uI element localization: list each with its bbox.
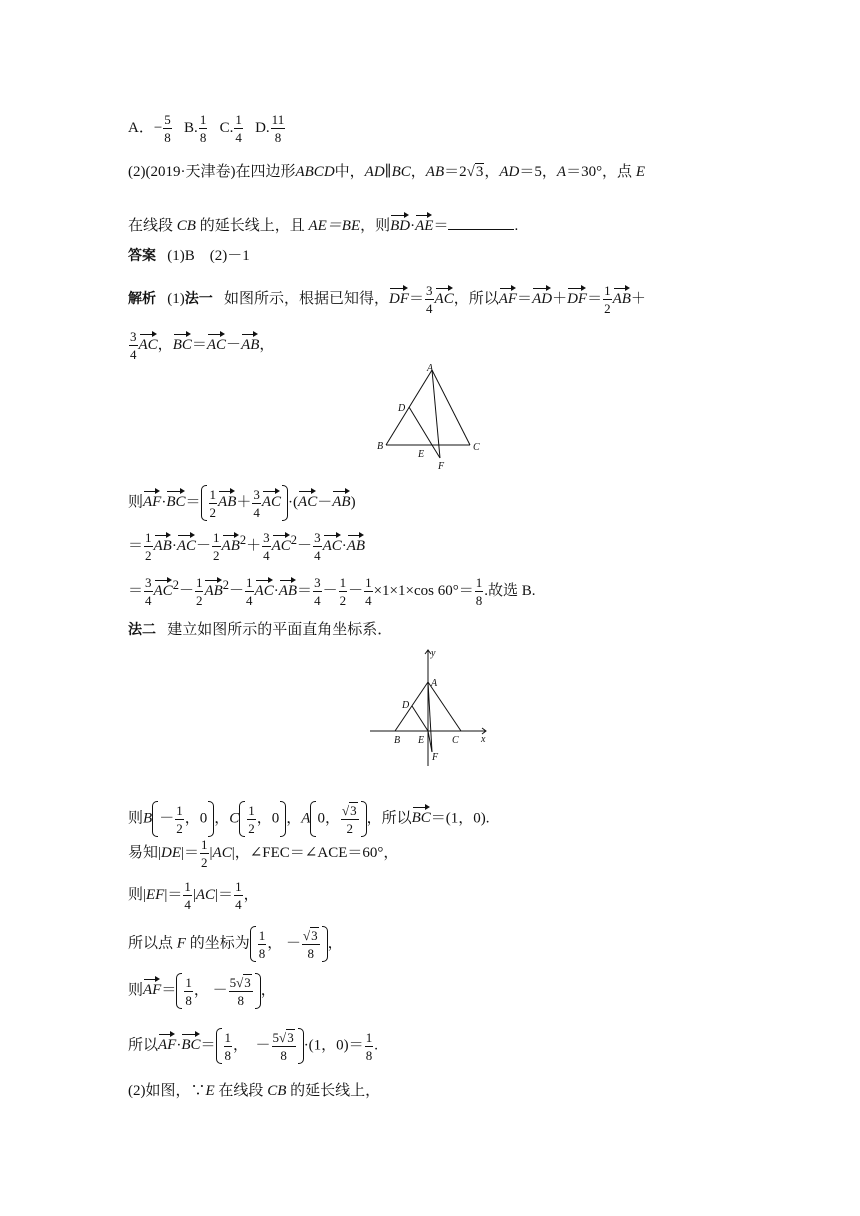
q2-mid: 中， xyxy=(334,164,365,180)
ad-value: ＝5， xyxy=(519,164,557,180)
fig2-label-e: E xyxy=(418,735,425,746)
parallel-cond: AD∥BC xyxy=(364,164,411,180)
fig2-label-b: B xyxy=(394,735,401,746)
ef-prefix: 则| xyxy=(128,886,147,903)
q2-l2-d: ＝ xyxy=(433,218,449,234)
f-rest: 的坐标为 xyxy=(189,935,250,952)
option-a-frac: $\frac{5}{8}$ xyxy=(164,112,171,145)
analysis-text-3: ， xyxy=(259,336,275,353)
q2-line-2: 在线段 CB 的延长线上，且 AE＝BE，则BD·AE＝ . xyxy=(128,212,518,236)
angle-a-value: ＝30°，点 xyxy=(566,164,633,180)
fig1-label-c: C xyxy=(473,442,480,453)
q2-line-1: (2)(2019·天津卷)在四边形ABCD中，AD∥BC，AB＝2√3，AD＝5，A＝30°，点 E xyxy=(128,164,645,180)
fig1-label-e: E xyxy=(418,449,425,460)
point-e-label: E xyxy=(635,164,645,180)
de-line: 易知|DE|＝ $\frac{1}{2}$ |AC|，∠FEC＝∠ACE＝60°， xyxy=(128,837,399,870)
last-line xyxy=(128,1081,380,1101)
vec-bd: BD xyxy=(390,212,410,236)
fig2-label-a: A xyxy=(431,678,438,689)
option-b-label: B. xyxy=(184,119,198,136)
last-mid: 在线段 xyxy=(218,1083,264,1099)
last-e: E xyxy=(205,1083,215,1099)
q2-l2-b: 的延长线上，且 xyxy=(199,218,305,234)
f-prefix: 所以点 xyxy=(128,935,174,952)
method-2-label: 法二 xyxy=(128,622,156,638)
analysis-text-2: ，所以 xyxy=(453,290,499,307)
ab-label: AB xyxy=(425,164,445,180)
f-coord-line: 所以点 F 的坐标为 $\frac{1}{8}$ ， － $\frac{√3}{8}$ ， xyxy=(128,927,343,961)
method-2-text: 建立如图所示的平面直角坐标系． xyxy=(167,622,393,638)
coords-sep-1: ， xyxy=(214,810,230,827)
ab-value: ＝2 xyxy=(444,164,467,180)
calc-ze: 则 xyxy=(128,494,144,511)
fig2-label-d: D xyxy=(402,700,410,711)
calc-line-2: ＝ $\frac{1}{2}$ AB·AC－ $\frac{1}{2}$ $AB^2+$ $\frac{3}{4}$ $AC^2-$ $\frac{3}{4}$ AC·AB xyxy=(128,530,366,564)
fig1-label-d: D xyxy=(398,403,406,414)
q2-l2-a: 在线段 xyxy=(128,218,174,234)
analysis-line-1: 解析 (1)法一 如图所示，根据已知得，DF＝ $\frac{3}{4}$ AC，所以AF＝AD＋DF＝ $\frac{1}{2}$ AB＋ xyxy=(128,283,646,316)
af-prefix: 则 xyxy=(128,982,144,999)
ef-rest: |＝ xyxy=(215,886,234,903)
method-2-line xyxy=(128,620,392,640)
ef-ac: AC xyxy=(195,886,216,903)
cb-label: CB xyxy=(176,218,196,234)
de-ac: AC xyxy=(212,844,232,861)
option-d-frac: $\frac{11}{8}$ xyxy=(271,112,285,145)
coords-suoyi: ，所以 xyxy=(366,810,412,827)
q2-prefix: (2)(2019·天津卷)在四边形 xyxy=(128,164,296,180)
answer-blank xyxy=(448,215,514,230)
f-label: F xyxy=(176,935,186,952)
analysis-text-1: 如图所示，根据已知得， xyxy=(224,290,390,307)
sqrt-three: √3 xyxy=(466,164,484,180)
calc-line-1: 则AF·BC＝ $\frac{1}{2}$ AB＋ $\frac{3}{4}$ AC ·(AC－AB) xyxy=(128,486,356,520)
final-end: . xyxy=(374,1037,378,1054)
final-mid: ·(1，0)＝ xyxy=(303,1037,364,1054)
ad-label: AD xyxy=(499,164,520,180)
final-prefix: 所以 xyxy=(128,1037,159,1054)
fig1-label-a: A xyxy=(427,363,434,374)
final-line: 所以AF·BC＝ $\frac{1}{8}$ ， － $\frac{5√3}{8}$ ·(1，0)＝ $\frac{1}{8}$ . xyxy=(128,1029,378,1063)
q1-options xyxy=(128,113,286,144)
ef-line: 则|EF|＝ $\frac{1}{4}$ |AC|＝ $\frac{1}{4}$ ， xyxy=(128,879,259,912)
method-1-label: 法一 xyxy=(184,290,213,307)
fig1-label-f: F xyxy=(438,461,445,472)
coordinate-figure-2 xyxy=(362,646,498,770)
answer-label: 答案 xyxy=(128,248,156,264)
ef-label: EF xyxy=(146,886,165,903)
answer-line xyxy=(128,246,250,266)
option-d-label: D. xyxy=(255,119,270,136)
de-rest: |，∠FEC＝∠ACE＝60°， xyxy=(231,844,399,861)
quad-label: ABCD xyxy=(295,164,335,180)
q2-l2-end: . xyxy=(514,218,519,234)
triangle-figure-1 xyxy=(370,362,500,474)
calc-result: .故选 B. xyxy=(484,583,536,599)
answer-text: (1)B (2)－1 xyxy=(167,248,250,264)
option-b-frac: $\frac{1}{8}$ xyxy=(199,112,207,145)
analysis-label: 解析 xyxy=(128,290,156,307)
fig2-label-c: C xyxy=(452,735,459,746)
calc-line-3: ＝ $\frac{3}{4}$ $AC^2-$ $\frac{1}{2}$ $AB^2-$ $\frac{1}{4}$ AC·AB＝ $\frac{3}{4}$ － $\frac{1}{2}$ － $\frac{1}{4}$ ×1×1×cos 60°＝ $\frac{1}{8}$ .故选 B. xyxy=(128,575,536,609)
angle-a-label: A xyxy=(556,164,567,180)
ae-be-cond: AE＝BE xyxy=(308,218,361,234)
calc-cos-part: ×1×1×cos 60°＝ xyxy=(373,583,474,599)
fig2-label-y: y xyxy=(431,648,436,659)
coords-bc-value: ＝(1，0). xyxy=(430,810,490,827)
coords-ze: 则 xyxy=(128,810,144,827)
de-label: DE xyxy=(161,844,182,861)
last-rest: 的延长线上， xyxy=(290,1083,381,1099)
coords-line: 则B － $\frac{1}{2}$ ，0 ，C $\frac{1}{2}$ ，0 ，A 0， $\frac{√3}{2}$ ，所以BC＝(1，0). xyxy=(128,802,490,836)
af-line: 则AF＝ $\frac{1}{8}$ ， － $\frac{5√3}{8}$ ， xyxy=(128,974,276,1008)
q2-l2-c: ，则 xyxy=(360,218,391,234)
option-c-label: C. xyxy=(219,119,234,136)
fig2-label-x: x xyxy=(481,734,486,745)
last-prefix: (2)如图，∵ xyxy=(128,1083,206,1099)
option-a-label: A．− xyxy=(128,119,163,136)
fig1-label-b: B xyxy=(377,441,384,452)
last-cb: CB xyxy=(267,1083,287,1099)
analysis-line-2: $\frac{3}{4}$ AC，BC＝AC－AB， xyxy=(130,329,275,362)
part-1-label: (1) xyxy=(167,290,185,307)
fig2-label-f: F xyxy=(432,752,439,763)
de-prefix: 易知| xyxy=(128,844,162,861)
ef-mid: |＝ xyxy=(164,886,183,903)
de-mid: |＝ xyxy=(181,844,200,861)
vec-ae: AE xyxy=(415,212,433,236)
option-c-frac: $\frac{1}{4}$ xyxy=(235,112,242,145)
